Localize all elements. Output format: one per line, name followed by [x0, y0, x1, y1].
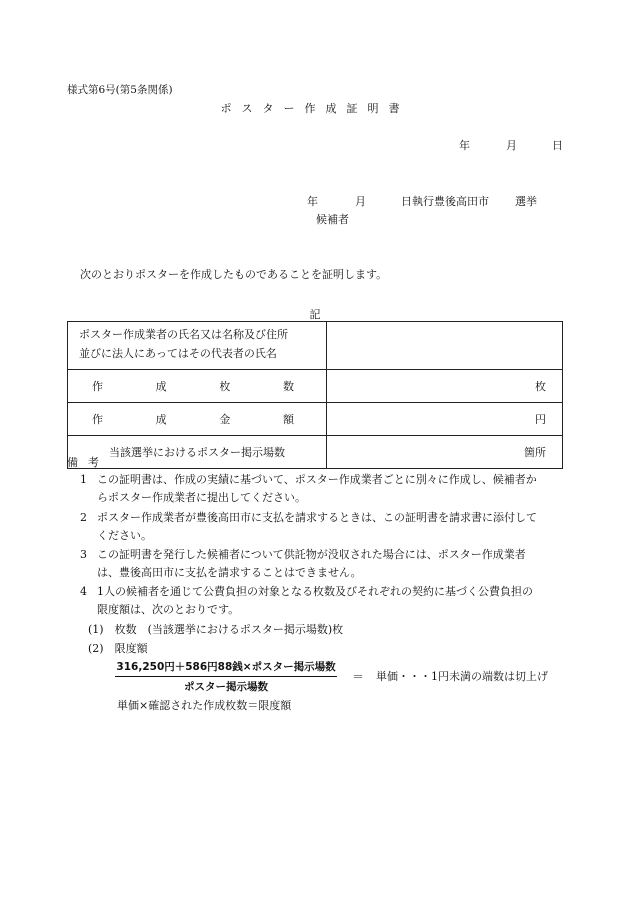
form-number: 様式第6号(第5条関係)	[67, 84, 173, 96]
note-item	[80, 471, 570, 506]
count-label-char: 枚	[219, 380, 231, 393]
election-label: 選挙	[515, 195, 537, 208]
count-label	[68, 370, 327, 403]
formula-result: 単価・・・1円未満の端数は切上げ	[376, 670, 548, 683]
note-line: ください。	[97, 528, 152, 542]
issue-date-year: 年	[459, 139, 470, 152]
amount-label	[68, 403, 327, 436]
boards-label: 当該選挙におけるポスター掲示場数	[68, 436, 327, 469]
boards-row	[68, 436, 563, 469]
producer-row	[68, 322, 563, 370]
limit-formula-fraction	[115, 659, 337, 694]
fraction-bar	[115, 676, 337, 677]
formula-denominator: ポスター掲示場数	[184, 681, 268, 693]
formula-equals: ＝	[352, 670, 365, 684]
note-item	[80, 509, 570, 544]
note-sub-limit: (2) 限度額	[88, 642, 148, 655]
document-title: ポスター作成証明書	[220, 102, 410, 115]
count-row	[68, 370, 563, 403]
notes-heading: 備考	[67, 456, 109, 469]
producer-label	[68, 322, 327, 370]
note-line: 限度額は、次のとおりです。	[97, 602, 240, 616]
note-number: 3	[80, 548, 87, 561]
note-number: 4	[80, 585, 87, 598]
note-sub-count: (1) 枚数 (当該選挙におけるポスター掲示場数)枚	[88, 623, 344, 636]
producer-value	[327, 322, 563, 370]
note-line: らポスター作成業者に提出してください。	[97, 490, 306, 504]
ki-heading: 記	[309, 308, 321, 321]
note-item	[80, 583, 570, 618]
note-line: は、豊後高田市に支払を請求することはできません。	[97, 565, 362, 579]
certification-statement: 次のとおりポスターを作成したものであることを証明します。	[80, 268, 388, 281]
certificate-table	[67, 321, 563, 469]
count-unit: 枚	[327, 370, 563, 403]
issue-date-day: 日	[552, 139, 563, 152]
candidate-label: 候補者	[316, 213, 349, 226]
amount-label-char: 額	[282, 413, 294, 426]
boards-unit: 箇所	[327, 436, 563, 469]
count-label-char: 成	[155, 380, 167, 393]
issue-date-month: 月	[506, 139, 517, 152]
note-line: この証明書は、作成の実績に基づいて、ポスター作成業者ごとに別々に作成し、候補者か	[97, 473, 537, 486]
count-label-char: 作	[92, 380, 103, 393]
note-line: 1人の候補者を通じて公費負担の対象となる枚数及びそれぞれの契約に基づく公費負担の	[97, 585, 533, 598]
election-month: 月	[355, 195, 366, 208]
producer-label-line1: ポスター作成業者の氏名又は名称及び住所	[79, 328, 288, 341]
note-item	[80, 546, 570, 581]
amount-label-char: 成	[155, 413, 167, 426]
election-year: 年	[307, 195, 318, 208]
count-label-char: 数	[282, 380, 294, 393]
formula-numerator: 316,250円＋586円88銭×ポスター掲示場数	[116, 661, 336, 673]
formula-final: 単価×確認された作成枚数＝限度額	[117, 699, 292, 712]
amount-row	[68, 403, 563, 436]
amount-unit: 円	[327, 403, 563, 436]
note-line: ポスター作成業者が豊後高田市に支払を請求するときは、この証明書を請求書に添付して	[97, 511, 537, 524]
note-number: 1	[80, 473, 87, 486]
amount-label-char: 作	[92, 413, 103, 426]
note-number: 2	[80, 511, 87, 524]
producer-label-line2: 並びに法人にあってはその代表者の氏名	[79, 347, 277, 360]
election-day-city: 日執行豊後高田市	[401, 195, 489, 208]
amount-label-char: 金	[219, 413, 231, 426]
note-line: この証明書を発行した候補者について供託物が没収された場合には、ポスター作成業者	[97, 548, 526, 561]
